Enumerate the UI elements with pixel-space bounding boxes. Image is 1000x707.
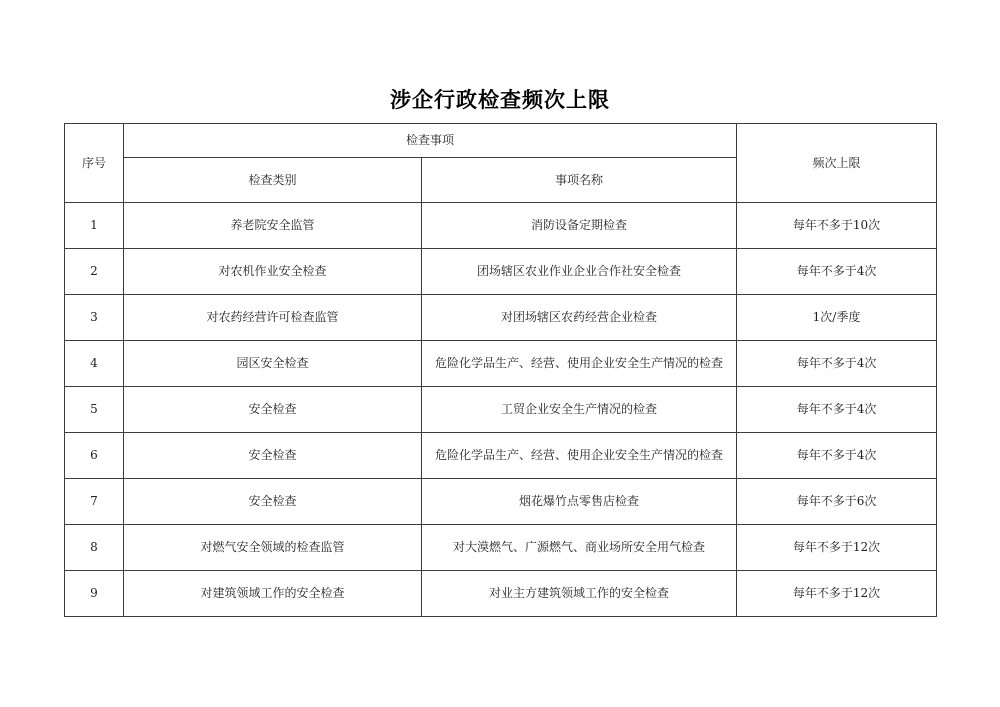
serial-cell: 7: [65, 479, 124, 525]
header-serial: 序号: [65, 124, 124, 203]
frequency-cell: 每年不多于4次: [737, 249, 937, 295]
frequency-cell: 每年不多于4次: [737, 433, 937, 479]
serial-cell: 2: [65, 249, 124, 295]
frequency-cell: 每年不多于4次: [737, 387, 937, 433]
item-name-cell: 工贸企业安全生产情况的检查: [422, 387, 737, 433]
item-name-cell: 危险化学品生产、经营、使用企业安全生产情况的检查: [422, 341, 737, 387]
header-inspection-items: 检查事项: [124, 124, 737, 158]
category-cell: 养老院安全监管: [124, 203, 422, 249]
header-frequency-limit: 频次上限: [737, 124, 937, 203]
frequency-cell: 每年不多于12次: [737, 525, 937, 571]
header-category: 检查类别: [124, 158, 422, 203]
category-cell: 安全检查: [124, 479, 422, 525]
category-cell: 安全检查: [124, 433, 422, 479]
category-cell: 对农药经营许可检查监管: [124, 295, 422, 341]
table-row: [65, 295, 937, 341]
item-name-cell: 对团场辖区农药经营企业检查: [422, 295, 737, 341]
frequency-cell: 每年不多于12次: [737, 571, 937, 617]
frequency-cell: 每年不多于10次: [737, 203, 937, 249]
page-title: 涉企行政检查频次上限: [390, 87, 610, 112]
table-row: [65, 571, 937, 617]
item-name-cell: 对业主方建筑领域工作的安全检查: [422, 571, 737, 617]
serial-cell: 9: [65, 571, 124, 617]
header-item-name: 事项名称: [422, 158, 737, 203]
category-cell: 园区安全检查: [124, 341, 422, 387]
table-header: [65, 124, 937, 203]
item-name-cell: 团场辖区农业作业企业合作社安全检查: [422, 249, 737, 295]
serial-cell: 1: [65, 203, 124, 249]
table-row: [65, 341, 937, 387]
table-row: [65, 479, 937, 525]
category-cell: 对燃气安全领域的检查监管: [124, 525, 422, 571]
table-row: [65, 387, 937, 433]
item-name-cell: 烟花爆竹点零售店检查: [422, 479, 737, 525]
inspection-frequency-table: [64, 123, 937, 617]
serial-cell: 5: [65, 387, 124, 433]
serial-cell: 6: [65, 433, 124, 479]
frequency-cell: 1次/季度: [737, 295, 937, 341]
category-cell: 对建筑领域工作的安全检查: [124, 571, 422, 617]
frequency-cell: 每年不多于6次: [737, 479, 937, 525]
table-row: [65, 433, 937, 479]
category-cell: 对农机作业安全检查: [124, 249, 422, 295]
table-row: [65, 203, 937, 249]
table-row: [65, 249, 937, 295]
item-name-cell: 消防设备定期检查: [422, 203, 737, 249]
item-name-cell: 对大漠燃气、广源燃气、商业场所安全用气检查: [422, 525, 737, 571]
table-row: [65, 525, 937, 571]
serial-cell: 4: [65, 341, 124, 387]
frequency-cell: 每年不多于4次: [737, 341, 937, 387]
category-cell: 安全检查: [124, 387, 422, 433]
serial-cell: 3: [65, 295, 124, 341]
table-container: [64, 123, 936, 617]
table-body: [65, 203, 937, 617]
item-name-cell: 危险化学品生产、经营、使用企业安全生产情况的检查: [422, 433, 737, 479]
serial-cell: 8: [65, 525, 124, 571]
